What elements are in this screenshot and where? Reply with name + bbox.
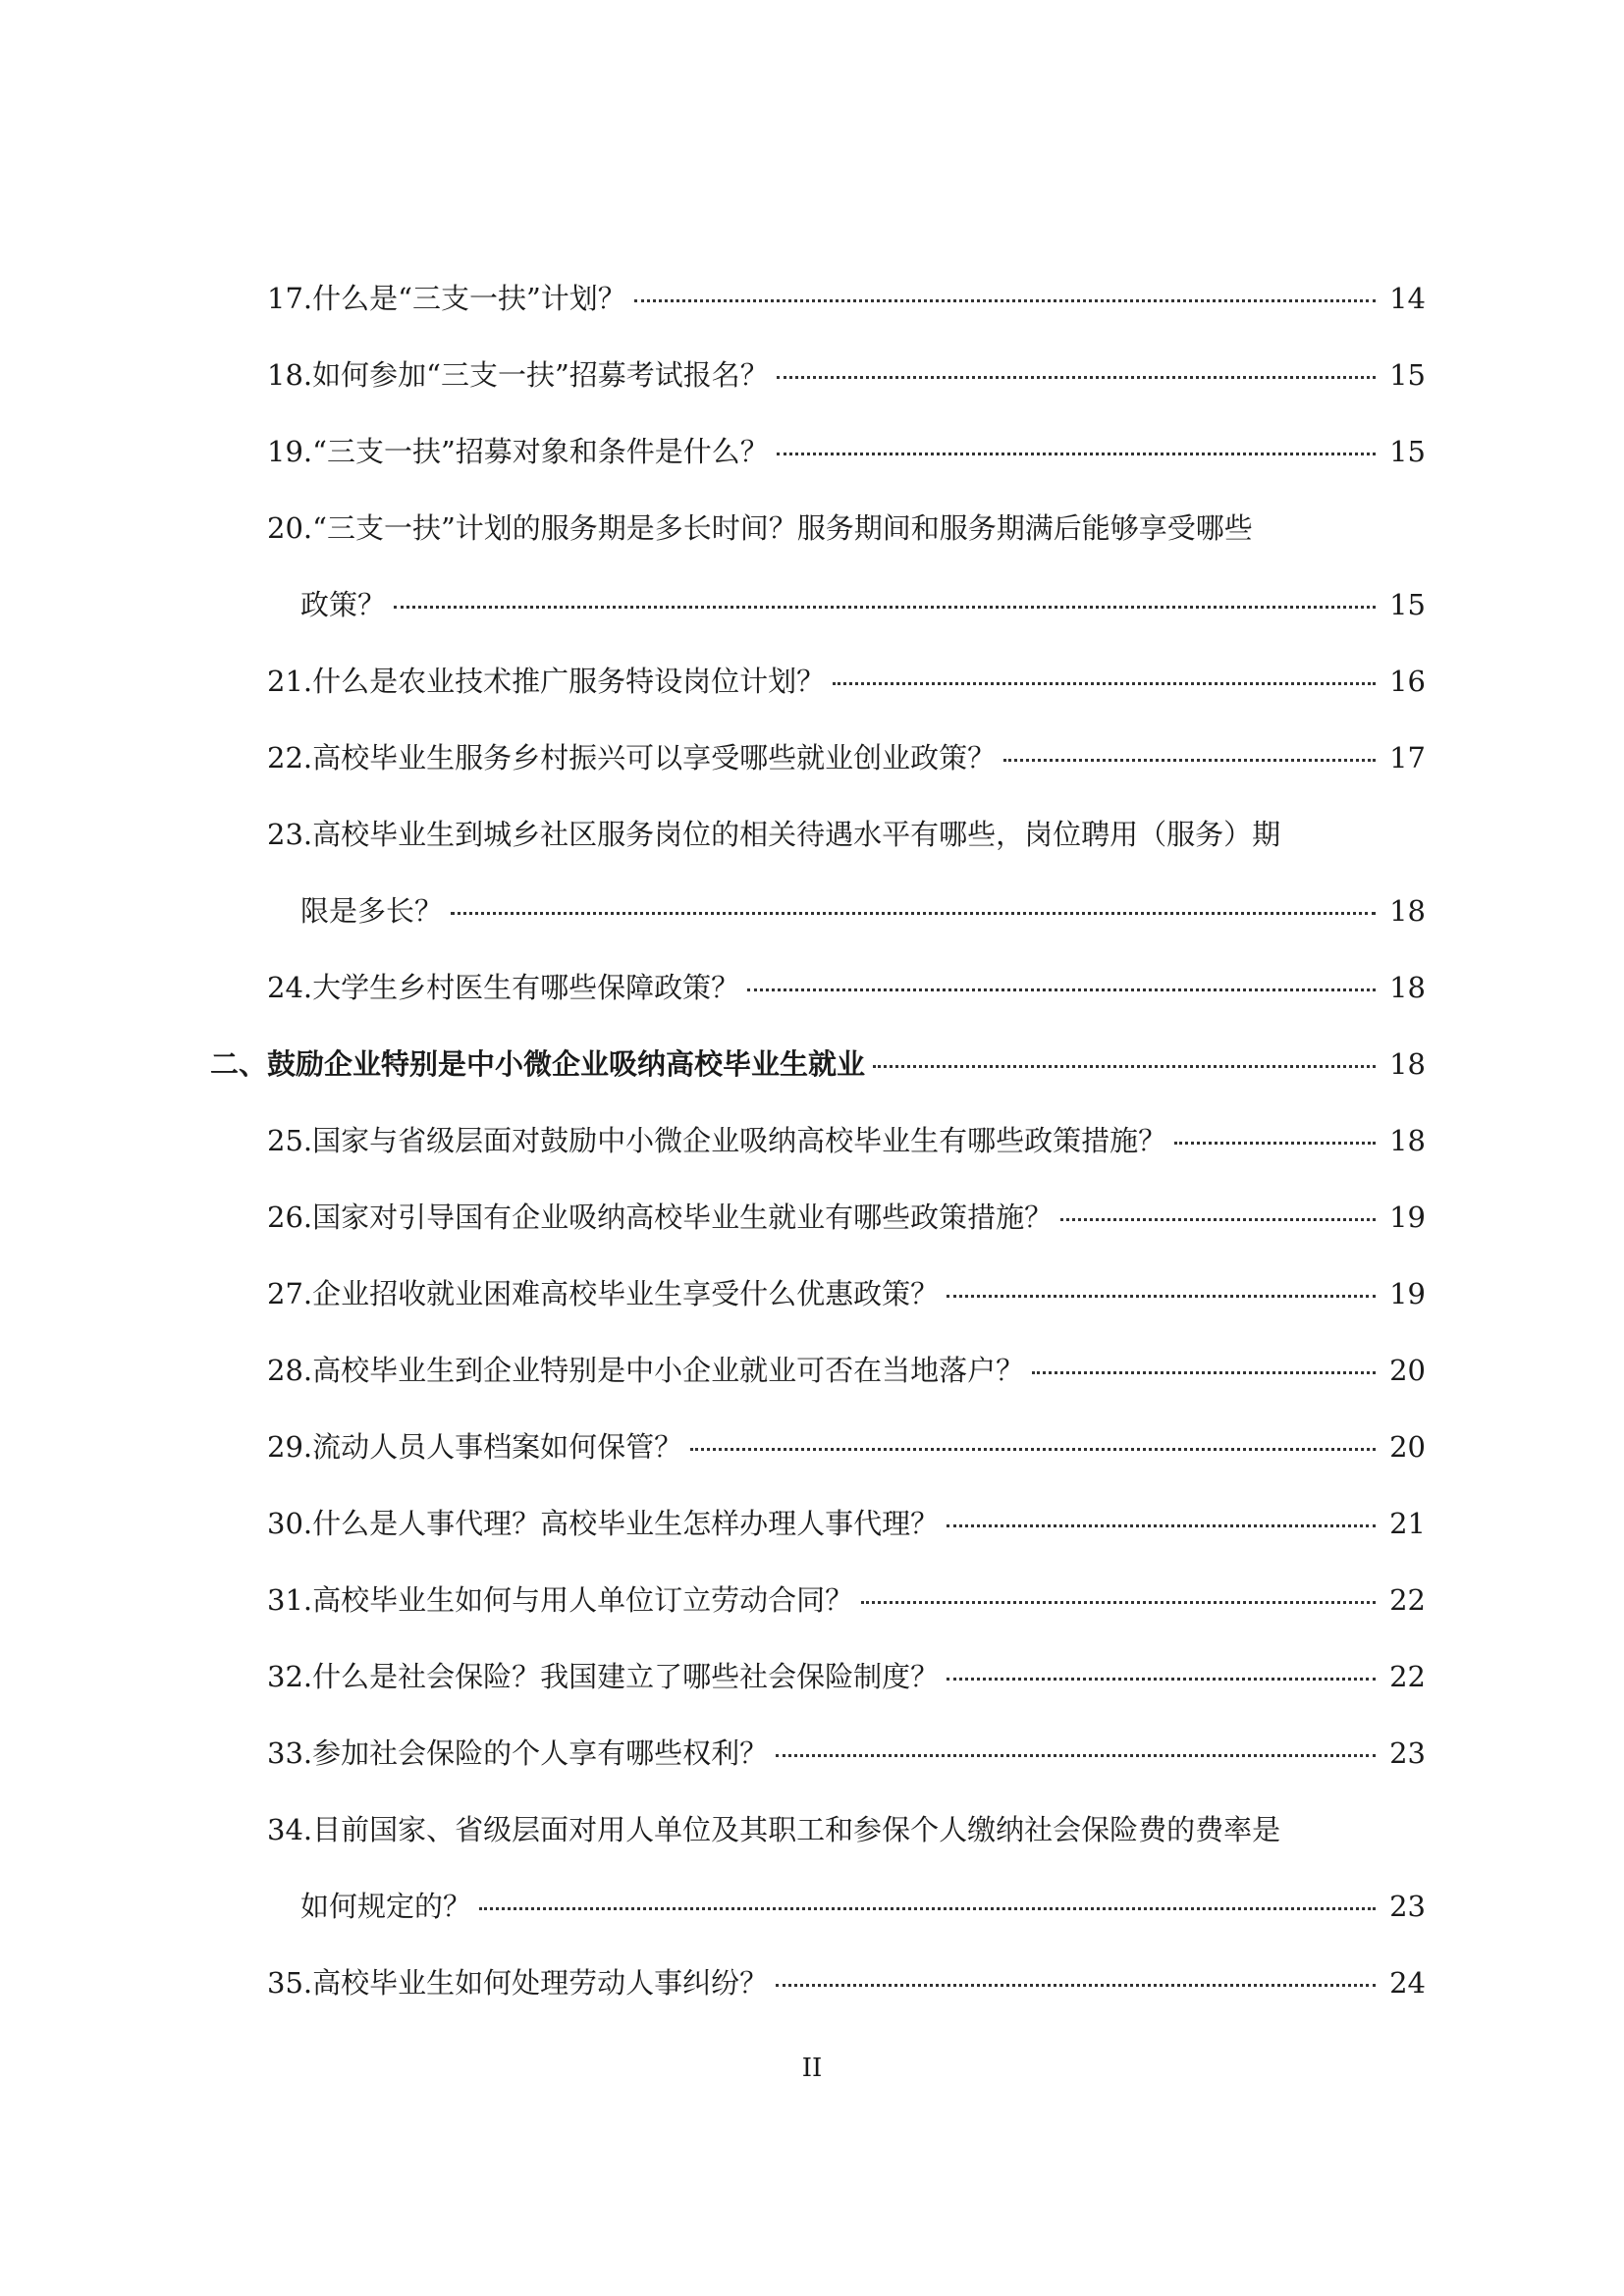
toc-page-number: 24 [1389, 1966, 1426, 2000]
toc-entry-22[interactable] [267, 738, 1426, 777]
dot-leader [861, 1601, 1376, 1604]
toc-entry-text: 32.什么是社会保险？我国建立了哪些社会保险制度？ [267, 1660, 940, 1693]
dot-leader [479, 1907, 1376, 1910]
toc-entry-text: 20.“三支一扶”计划的服务期是多长时间？服务期间和服务期满后能够享受哪些 [267, 511, 1253, 545]
page-number-footer: II [801, 2054, 823, 2083]
toc-entry-text: 政策？ [300, 588, 387, 621]
toc-page-number: 23 [1389, 1890, 1426, 1923]
dot-leader [776, 1754, 1376, 1757]
toc-entry-text: 31.高校毕业生如何与用人单位订立劳动合同？ [267, 1583, 854, 1617]
toc-entry-text: 19.“三支一扶”招募对象和条件是什么？ [267, 435, 769, 468]
toc-entry-27[interactable] [267, 1274, 1426, 1313]
toc-entry-32[interactable] [267, 1657, 1426, 1696]
toc-entry-34-line-1[interactable] [267, 1810, 1426, 1849]
toc-entry-18[interactable] [267, 355, 1426, 395]
toc-page-number: 22 [1389, 1583, 1426, 1617]
toc-page-number: 18 [1389, 1047, 1426, 1081]
toc-entry-21[interactable] [267, 662, 1426, 701]
dot-leader [394, 606, 1376, 609]
dot-leader [777, 376, 1376, 379]
toc-page-number: 23 [1389, 1736, 1426, 1770]
toc-entry-text: 35.高校毕业生如何处理劳动人事纠纷？ [267, 1966, 769, 2000]
toc-page-number: 15 [1389, 358, 1426, 392]
toc-entry-20-line-2[interactable] [300, 585, 1426, 624]
toc-entry-28[interactable] [267, 1351, 1426, 1390]
toc-page-number: 18 [1389, 1124, 1426, 1157]
dot-leader [947, 1678, 1376, 1681]
toc-entry-text: 26.国家对引导国有企业吸纳高校毕业生就业有哪些政策措施？ [267, 1201, 1054, 1234]
toc-page-number: 19 [1389, 1277, 1426, 1310]
toc-entry-23-line-2[interactable] [300, 891, 1426, 931]
toc-entry-34-line-2[interactable] [300, 1887, 1426, 1926]
toc-entry-31[interactable] [267, 1580, 1426, 1620]
toc-entry-30[interactable] [267, 1504, 1426, 1543]
toc-entry-24[interactable] [267, 968, 1426, 1007]
toc-page-number: 19 [1389, 1201, 1426, 1234]
toc-section-2[interactable] [210, 1044, 1426, 1084]
toc-entry-25[interactable] [267, 1121, 1426, 1160]
dot-leader [833, 682, 1376, 685]
toc-page-number: 15 [1389, 435, 1426, 468]
toc-page-number: 18 [1389, 894, 1426, 928]
toc-entry-text: 21.什么是农业技术推广服务特设岗位计划？ [267, 665, 826, 698]
toc-page-number: 21 [1389, 1507, 1426, 1540]
dot-leader [690, 1448, 1376, 1451]
toc-entry-35[interactable] [267, 1963, 1426, 2002]
toc-entry-17[interactable] [267, 279, 1426, 318]
toc-entry-text: 18.如何参加“三支一扶”招募考试报名？ [267, 358, 769, 392]
toc-entry-text: 27.企业招收就业困难高校毕业生享受什么优惠政策？ [267, 1277, 940, 1310]
dot-leader [777, 453, 1376, 455]
toc-page-number: 17 [1389, 741, 1426, 774]
toc-section-title: 二、鼓励企业特别是中小微企业吸纳高校毕业生就业 [210, 1047, 866, 1081]
toc-page-number: 22 [1389, 1660, 1426, 1693]
dot-leader [873, 1065, 1376, 1068]
toc-page-number: 20 [1389, 1354, 1426, 1387]
toc-entry-text: 29.流动人员人事档案如何保管？ [267, 1430, 683, 1464]
toc-page-number: 18 [1389, 971, 1426, 1004]
toc-entry-33[interactable] [267, 1734, 1426, 1773]
toc-entry-text: 25.国家与省级层面对鼓励中小微企业吸纳高校毕业生有哪些政策措施？ [267, 1124, 1167, 1157]
toc-entry-text: 如何规定的？ [300, 1890, 472, 1923]
dot-leader [747, 988, 1376, 991]
toc-entry-20-line-1[interactable] [267, 508, 1426, 548]
dot-leader [1174, 1142, 1376, 1145]
toc-entry-text: 23.高校毕业生到城乡社区服务岗位的相关待遇水平有哪些，岗位聘用（服务）期 [267, 818, 1281, 851]
toc-page-number: 15 [1389, 588, 1426, 621]
toc-entry-text: 17.什么是“三支一扶”计划？ [267, 282, 626, 315]
toc-entry-text: 34.目前国家、省级层面对用人单位及其职工和参保个人缴纳社会保险费的费率是 [267, 1813, 1281, 1846]
toc-entry-text: 22.高校毕业生服务乡村振兴可以享受哪些就业创业政策？ [267, 741, 997, 774]
toc-entry-19[interactable] [267, 432, 1426, 471]
toc-entry-text: 33.参加社会保险的个人享有哪些权利？ [267, 1736, 769, 1770]
dot-leader [947, 1524, 1376, 1527]
dot-leader [776, 1984, 1376, 1987]
dot-leader [1060, 1218, 1376, 1221]
toc-page-number: 20 [1389, 1430, 1426, 1464]
dot-leader [634, 299, 1376, 302]
toc-entry-26[interactable] [267, 1198, 1426, 1237]
toc-entry-text: 限是多长？ [300, 894, 444, 928]
dot-leader [1032, 1371, 1376, 1374]
dot-leader [451, 912, 1376, 915]
toc-page-number: 16 [1389, 665, 1426, 698]
dot-leader [1003, 759, 1376, 762]
toc-entry-text: 24.大学生乡村医生有哪些保障政策？ [267, 971, 740, 1004]
toc-entry-29[interactable] [267, 1427, 1426, 1467]
toc-entry-23-line-1[interactable] [267, 815, 1426, 854]
toc-entry-text: 30.什么是人事代理？高校毕业生怎样办理人事代理？ [267, 1507, 940, 1540]
toc-entry-text: 28.高校毕业生到企业特别是中小企业就业可否在当地落户？ [267, 1354, 1025, 1387]
toc-page-number: 14 [1389, 282, 1426, 315]
dot-leader [947, 1295, 1376, 1298]
